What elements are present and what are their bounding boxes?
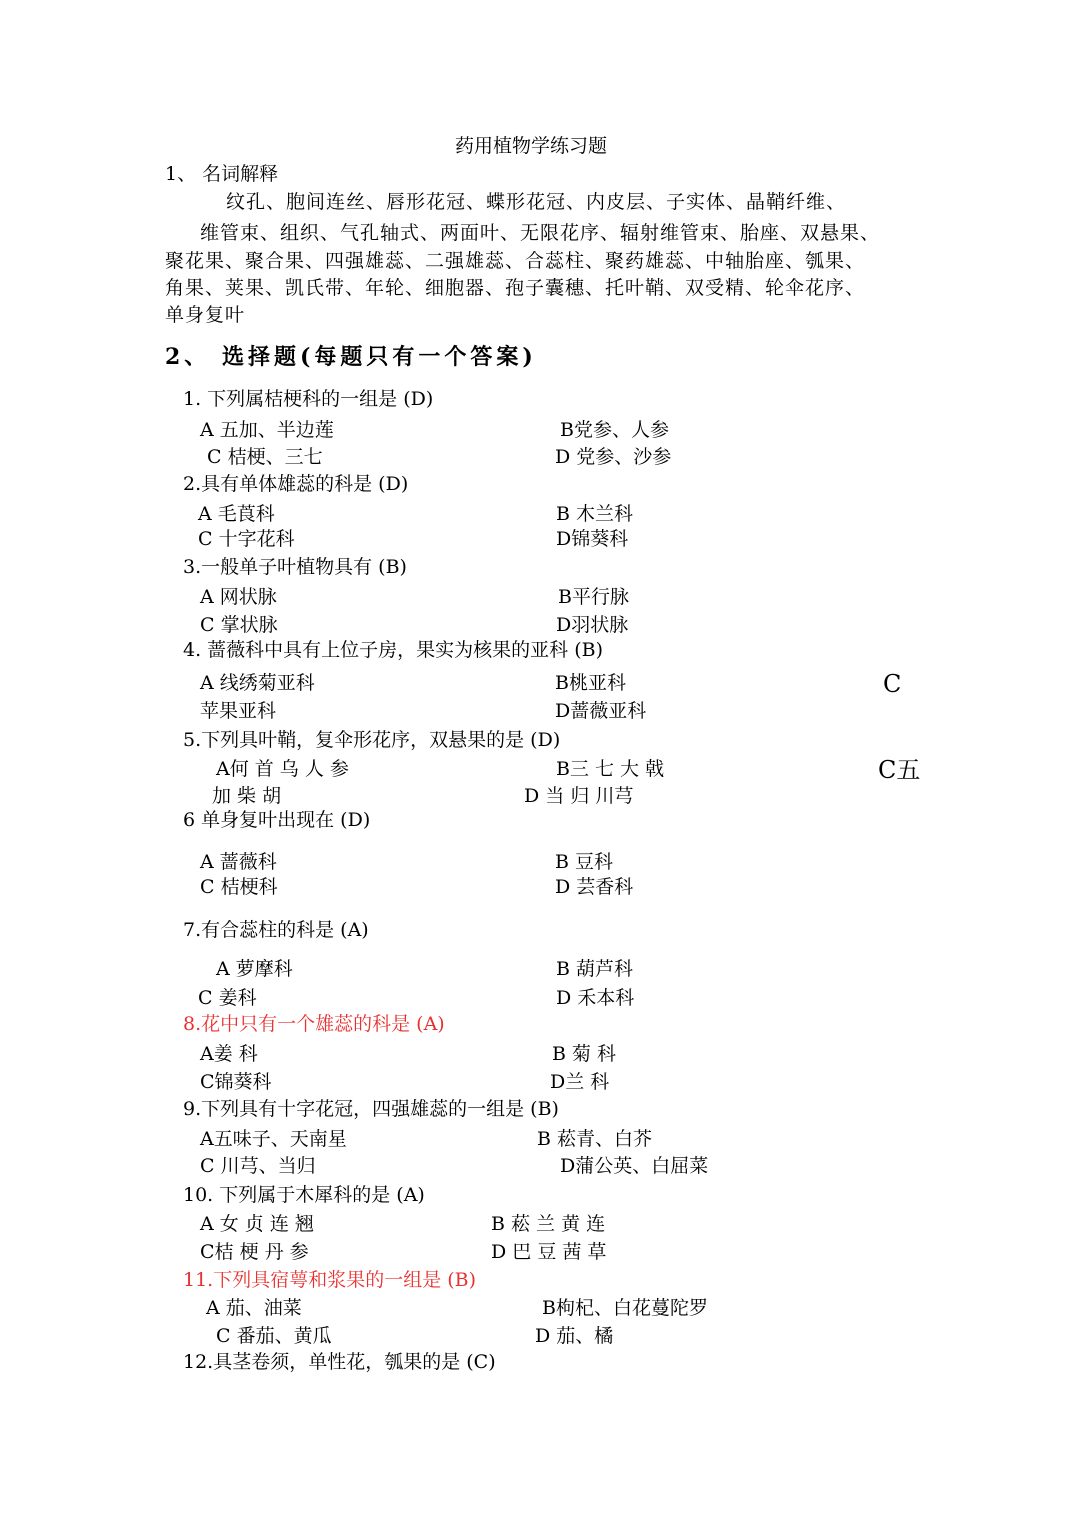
q11-option-d: D 茄、橘 [535, 1325, 614, 1347]
terms-line-4: 角果、荚果、凯氏带、年轮、细胞器、孢子囊穗、托叶鞘、双受精、轮伞花序、 [165, 277, 866, 299]
q4-option-d: D蔷薇亚科 [555, 700, 647, 722]
q7-option-a: A 萝摩科 [216, 958, 293, 980]
q8-option-a: A姜 科 [200, 1043, 258, 1065]
section-2-heading: 2、 选择题(每题只有一个答案) [165, 344, 537, 370]
q2-option-a: A 毛莨科 [198, 503, 275, 525]
q7-option-c: C 姜科 [198, 987, 257, 1009]
q6-option-b: B 豆科 [555, 851, 614, 873]
document-title: 药用植物学练习题 [455, 135, 608, 157]
q7-option-d: D 禾本科 [556, 987, 635, 1009]
q3-option-d: D羽状脉 [556, 614, 629, 636]
q1-option-d: D 党参、沙参 [555, 446, 672, 468]
q4-option-c-letter: C [883, 670, 902, 698]
question-1: 1. 下列属桔梗科的一组是 (D) [183, 388, 434, 410]
question-7: 7.有合蕊柱的科是 (A) [183, 919, 369, 941]
question-8: 8.花中只有一个雄蕊的科是 (A) [183, 1013, 445, 1035]
terms-line-5: 单身复叶 [165, 304, 246, 326]
q2-option-c: C 十字花科 [198, 528, 295, 550]
q2-option-d: D锦葵科 [556, 528, 629, 550]
q10-option-b: B 菘 兰 黄 连 [491, 1213, 606, 1235]
q9-option-c: C 川芎、当归 [200, 1155, 316, 1177]
q6-option-d: D 芸香科 [555, 876, 634, 898]
q2-option-b: B 木兰科 [556, 503, 634, 525]
q10-option-d: D 巴 豆 茜 草 [491, 1241, 607, 1263]
q11-option-c: C 番茄、黄瓜 [216, 1325, 332, 1347]
q1-option-a: A 五加、半边莲 [200, 419, 334, 441]
q5-option-c-letter: C五 [878, 756, 921, 784]
q8-option-d: D兰 科 [550, 1071, 610, 1093]
q5-option-b: B三 七 大 戟 [556, 758, 665, 780]
q7-option-b: B 葫芦科 [556, 958, 634, 980]
question-2: 2.具有单体雄蕊的科是 (D) [183, 473, 409, 495]
q8-option-b: B 菊 科 [552, 1043, 617, 1065]
q8-option-c: C锦葵科 [200, 1071, 272, 1093]
q5-option-d: D 当 归 川芎 [524, 785, 634, 807]
q6-option-c: C 桔梗科 [200, 876, 278, 898]
question-10: 10. 下列属于木犀科的是 (A) [183, 1184, 425, 1206]
section-1-heading: 1、 名词解释 [165, 163, 279, 185]
q5-option-c-text: 加 柴 胡 [212, 785, 282, 807]
q11-option-b: B枸杞、白花蔓陀罗 [542, 1297, 708, 1319]
terms-line-3: 聚花果、聚合果、四强雄蕊、二强雄蕊、合蕊柱、聚药雄蕊、中轴胎座、瓠果、 [165, 250, 866, 272]
question-9: 9.下列具有十字花冠，四强雄蕊的一组是 (B) [183, 1098, 559, 1120]
q9-option-d: D蒲公英、白屈菜 [560, 1155, 709, 1177]
q4-option-b: B桃亚科 [555, 672, 626, 694]
question-5: 5.下列具叶鞘，复伞形花序，双悬果的是 (D) [183, 729, 561, 751]
q5-option-a: A何 首 乌 人 参 [216, 758, 349, 780]
q9-option-a: A五味子、天南星 [200, 1128, 347, 1150]
terms-line-2: 维管束、组织、气孔轴式、两面叶、无限花序、辐射维管束、胎座、双悬果、 [200, 222, 881, 244]
question-3: 3.一般单子叶植物具有 (B) [183, 556, 407, 578]
q10-option-c: C桔 梗 丹 参 [200, 1241, 309, 1263]
q10-option-a: A 女 贞 连 翘 [200, 1213, 314, 1235]
q4-option-c-text: 苹果亚科 [200, 700, 277, 722]
question-11: 11.下列具宿萼和浆果的一组是 (B) [183, 1269, 477, 1291]
question-6: 6 单身复叶出现在 (D) [183, 809, 371, 831]
q3-option-c: C 掌状脉 [200, 614, 278, 636]
q3-option-b: B平行脉 [558, 586, 629, 608]
question-12: 12.具茎卷须，单性花，瓠果的是 (C) [183, 1351, 496, 1373]
q9-option-b: B 菘青、白芥 [537, 1128, 653, 1150]
q1-option-c: C 桔梗、三七 [207, 446, 323, 468]
q4-option-a: A 线绣菊亚科 [200, 672, 315, 694]
q11-option-a: A 茄、油菜 [206, 1297, 302, 1319]
q1-option-b: B党参、人参 [560, 419, 669, 441]
terms-line-1: 纹孔、胞间连丝、唇形花冠、蝶形花冠、内皮层、子实体、晶鞘纤维、 [226, 191, 847, 213]
q6-option-a: A 蔷薇科 [200, 851, 277, 873]
q3-option-a: A 网状脉 [200, 586, 277, 608]
question-4: 4. 蔷薇科中具有上位子房，果实为核果的亚科 (B) [183, 639, 603, 661]
